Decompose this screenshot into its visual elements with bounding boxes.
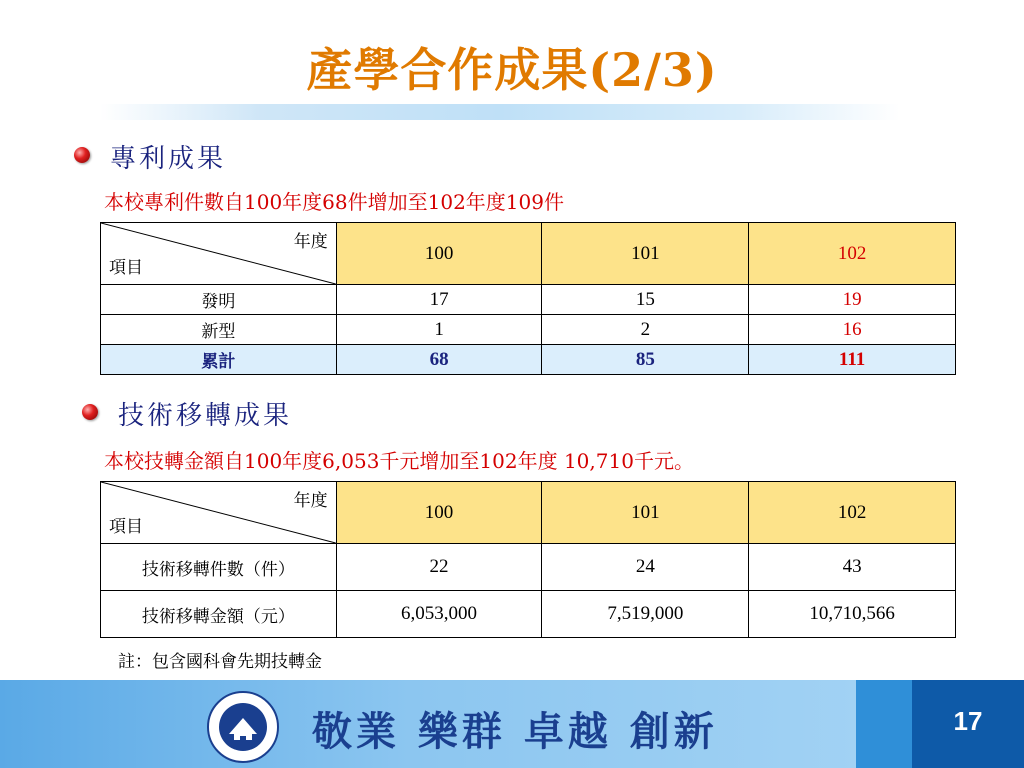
page-number: 17 xyxy=(953,706,983,736)
header-year-label: 年度 xyxy=(293,232,328,252)
tech-heading: 技術移轉成果 xyxy=(118,401,293,431)
patent-note: 本校專利件數自100年度68件增加至102年度109件 xyxy=(104,190,564,214)
year-cell: 101 xyxy=(542,482,749,544)
value-cell: 24 xyxy=(542,544,749,591)
table-row xyxy=(101,315,956,345)
year-cell: 102 xyxy=(749,482,956,544)
value-cell: 22 xyxy=(336,544,542,591)
year-cell: 100 xyxy=(336,223,542,285)
value-cell: 111 xyxy=(749,345,956,375)
diagonal-header-cell xyxy=(101,223,337,285)
value-cell: 6,053,000 xyxy=(336,591,542,638)
patent-table xyxy=(100,222,956,375)
slide-title: 產學合作成果(2/3) xyxy=(306,43,718,97)
year-cell: 102 xyxy=(749,223,956,285)
value-cell: 85 xyxy=(542,345,749,375)
table-header-row xyxy=(101,482,956,544)
tech-note: 本校技轉金額自100年度6,053千元增加至102年度 10,710千元。 xyxy=(104,449,694,473)
bullet-icon xyxy=(74,147,90,163)
value-cell: 10,710,566 xyxy=(749,591,956,638)
total-row xyxy=(101,345,956,375)
tech-transfer-table xyxy=(100,481,956,638)
value-cell: 16 xyxy=(749,315,956,345)
table-row xyxy=(101,591,956,638)
footer-accent-band xyxy=(856,680,912,768)
value-cell: 17 xyxy=(336,285,542,315)
table-row xyxy=(101,285,956,315)
header-year-label: 年度 xyxy=(293,491,328,511)
diagonal-header-cell xyxy=(101,482,337,544)
header-item-label: 項目 xyxy=(109,517,143,537)
value-cell: 19 xyxy=(749,285,956,315)
value-cell: 68 xyxy=(336,345,542,375)
value-cell: 7,519,000 xyxy=(542,591,749,638)
table-row xyxy=(101,544,956,591)
year-cell: 100 xyxy=(336,482,542,544)
value-cell: 15 xyxy=(542,285,749,315)
header-item-label: 項目 xyxy=(109,258,143,278)
footnote: 註：包含國科會先期技轉金 xyxy=(118,652,322,672)
patent-heading: 專利成果 xyxy=(110,144,227,174)
title-underline xyxy=(100,104,900,120)
row-label: 累計 xyxy=(101,345,337,375)
row-label: 技術移轉金額（元） xyxy=(101,591,337,638)
value-cell: 2 xyxy=(542,315,749,345)
bullet-icon xyxy=(82,404,98,420)
year-cell: 101 xyxy=(542,223,749,285)
row-label: 技術移轉件數（件） xyxy=(101,544,337,591)
table-header-row xyxy=(101,223,956,285)
school-motto: 敬業 樂群 卓越 創新 xyxy=(312,709,718,755)
university-logo-icon xyxy=(206,690,280,764)
row-label: 新型 xyxy=(101,315,337,345)
value-cell: 1 xyxy=(336,315,542,345)
row-label: 發明 xyxy=(101,285,337,315)
value-cell: 43 xyxy=(749,544,956,591)
